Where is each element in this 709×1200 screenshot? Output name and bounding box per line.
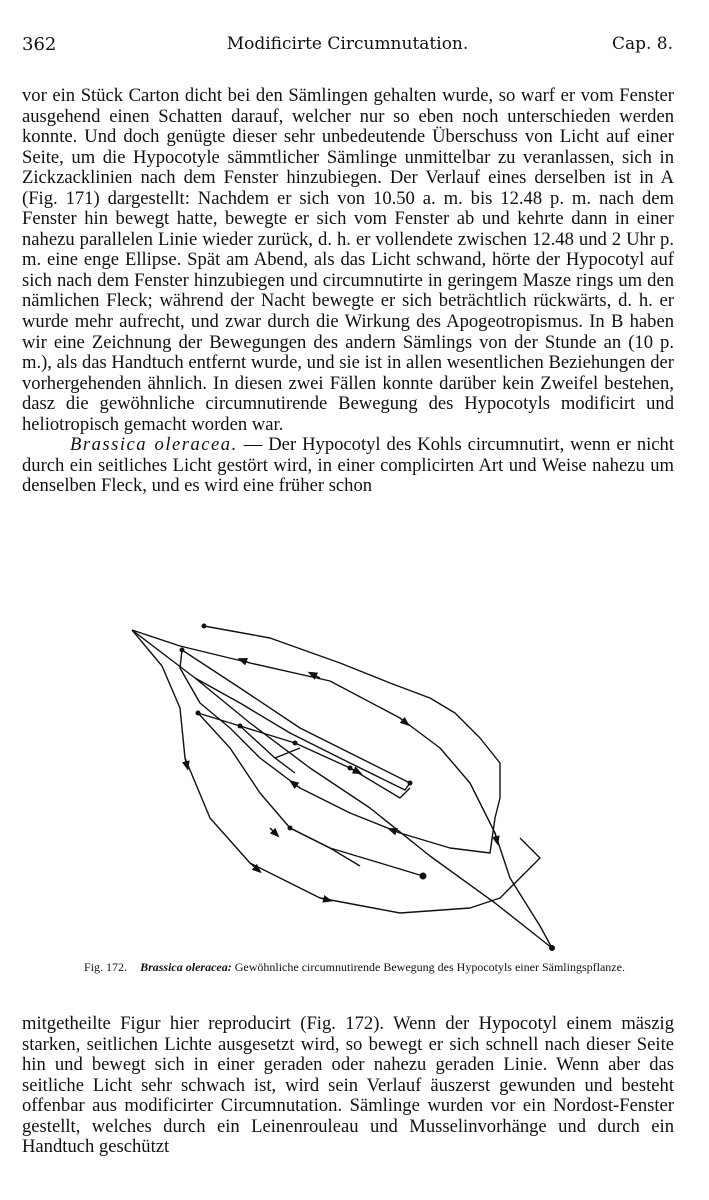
- trace-point: [238, 724, 243, 729]
- trace-line: [275, 748, 300, 758]
- body-text-bottom: [22, 1014, 674, 1158]
- trace-line: [132, 630, 540, 913]
- running-header: [22, 34, 673, 60]
- direction-arrow: [293, 783, 300, 788]
- direction-arrow: [270, 828, 276, 834]
- trace-point: [549, 945, 555, 951]
- direction-arrow: [185, 758, 187, 766]
- figure-172: [100, 608, 600, 958]
- trace-line: [182, 650, 410, 790]
- paragraph: mitgetheilte Figur hier reproducirt (Fig. 172). Wenn der Hypocotyl einem mäszig starken, seitlichen Lichte ausgesetzt wird, so bewegt er sich schnell nach dieser Seite hin und bewegt sich in einer geraden oder nahezu geraden Linie. Wenn aber das seitliche Licht sehr schwach ist, wird sein Verlauf äuszerst gewunden und besteht offenbar aus modificirter Circumnutation. Sämlinge wurden vor ein Nordost-Fenster gestellt, welches durch ein Leinenrouleau und Musselinvorhänge und durch ein Handtuch geschützt: [22, 1013, 674, 1158]
- paragraph-brassica: [22, 435, 674, 497]
- trace-line: [198, 713, 423, 876]
- trace-line: [198, 713, 410, 798]
- body-text-top: [22, 86, 674, 497]
- trace-point: [348, 766, 353, 771]
- direction-arrow: [400, 718, 406, 723]
- caption-label: Fig. 172.: [84, 960, 128, 974]
- page-number: 362: [22, 34, 57, 55]
- trace-line: [290, 828, 360, 866]
- caption-species: Brassica oleracea:: [140, 960, 232, 974]
- direction-arrow: [320, 898, 328, 900]
- caption-text: Gewöhnliche circumnutirende Bewegung des Hypocotyls einer Sämlingspflanze.: [234, 960, 625, 974]
- trace-point: [180, 648, 185, 653]
- circumnutation-tracing: [100, 608, 600, 958]
- figure-caption: [36, 960, 673, 974]
- running-title: Modificirte Circumnutation.: [226, 34, 469, 54]
- chapter-label: Cap. 8.: [611, 34, 673, 54]
- trace-point: [202, 624, 207, 629]
- trace-line: [240, 726, 295, 773]
- trace-point: [196, 711, 201, 716]
- paragraph: vor ein Stück Carton dicht bei den Sämlingen gehalten wurde, so warf er vom Fenster ausgehend einen Schatten darauf, welcher nur so eben noch unterschieden werden konnte. Und doch genügte dieser sehr unbedeutende Überschuss von Licht auf einer Seite, um die Hypocotyle sämmtlicher Sämlinge unmittelbar zu veranlassen, sich in Zickzacklinien nach dem Fenster hinzubiegen. Der Verlauf eines derselben ist in A (Fig. 171) dargestellt: Nachdem er sich von 10.50 a. m. bis 12.48 p. m. nach dem Fenster hin bewegt hatte, bewegte er sich vom Fenster ab und kehrte dann in einer nahezu parallelen Linie wieder zurück, d. h. er vollendete zwischen 12.48 und 2 Uhr p. m. eine enge Ellipse. Spät am Abend, als das Licht schwand, hörte der Hypocotyl auf sich nach dem Fenster hinzubiegen und circumnutirte in geringem Masze rings um den nämlichen Fleck; während der Nacht bewegte er sich beträchtlich rückwärts, d. h. er wurde mehr aufrecht, und zwar durch die Wirkung des Apogeotropismus. In B haben wir eine Zeichnung der Bewegungen des andern Sämlings von der Stunde an (10 p. m.), als das Handtuch entfernt wurde, und sie ist in allen wesentlichen Beziehungen der vorhergehenden ähnlich. In diesen zwei Fällen konnte darüber kein Zweifel bestehen, dasz die gewöhnliche circumnutirende Bewegung des Hypocotyls modificirt und heliotropisch gemacht worden war.: [22, 85, 674, 435]
- direction-arrow: [495, 833, 497, 841]
- trace-point: [293, 741, 298, 746]
- trace-point: [288, 826, 293, 831]
- species-name: Brassica oleracea.: [70, 434, 238, 456]
- trace-point: [420, 873, 427, 880]
- trace-line: [180, 626, 500, 853]
- trace-line: [132, 630, 552, 948]
- paragraph-text: — Der Hypocotyl des Kohls circumnutirt, wenn er nicht durch ein seitliches Licht gestört wird, in einer complicirten Art und Weise nahezu um denselben Fleck, und es wird eine früher schon: [22, 434, 674, 497]
- trace-point: [408, 781, 413, 786]
